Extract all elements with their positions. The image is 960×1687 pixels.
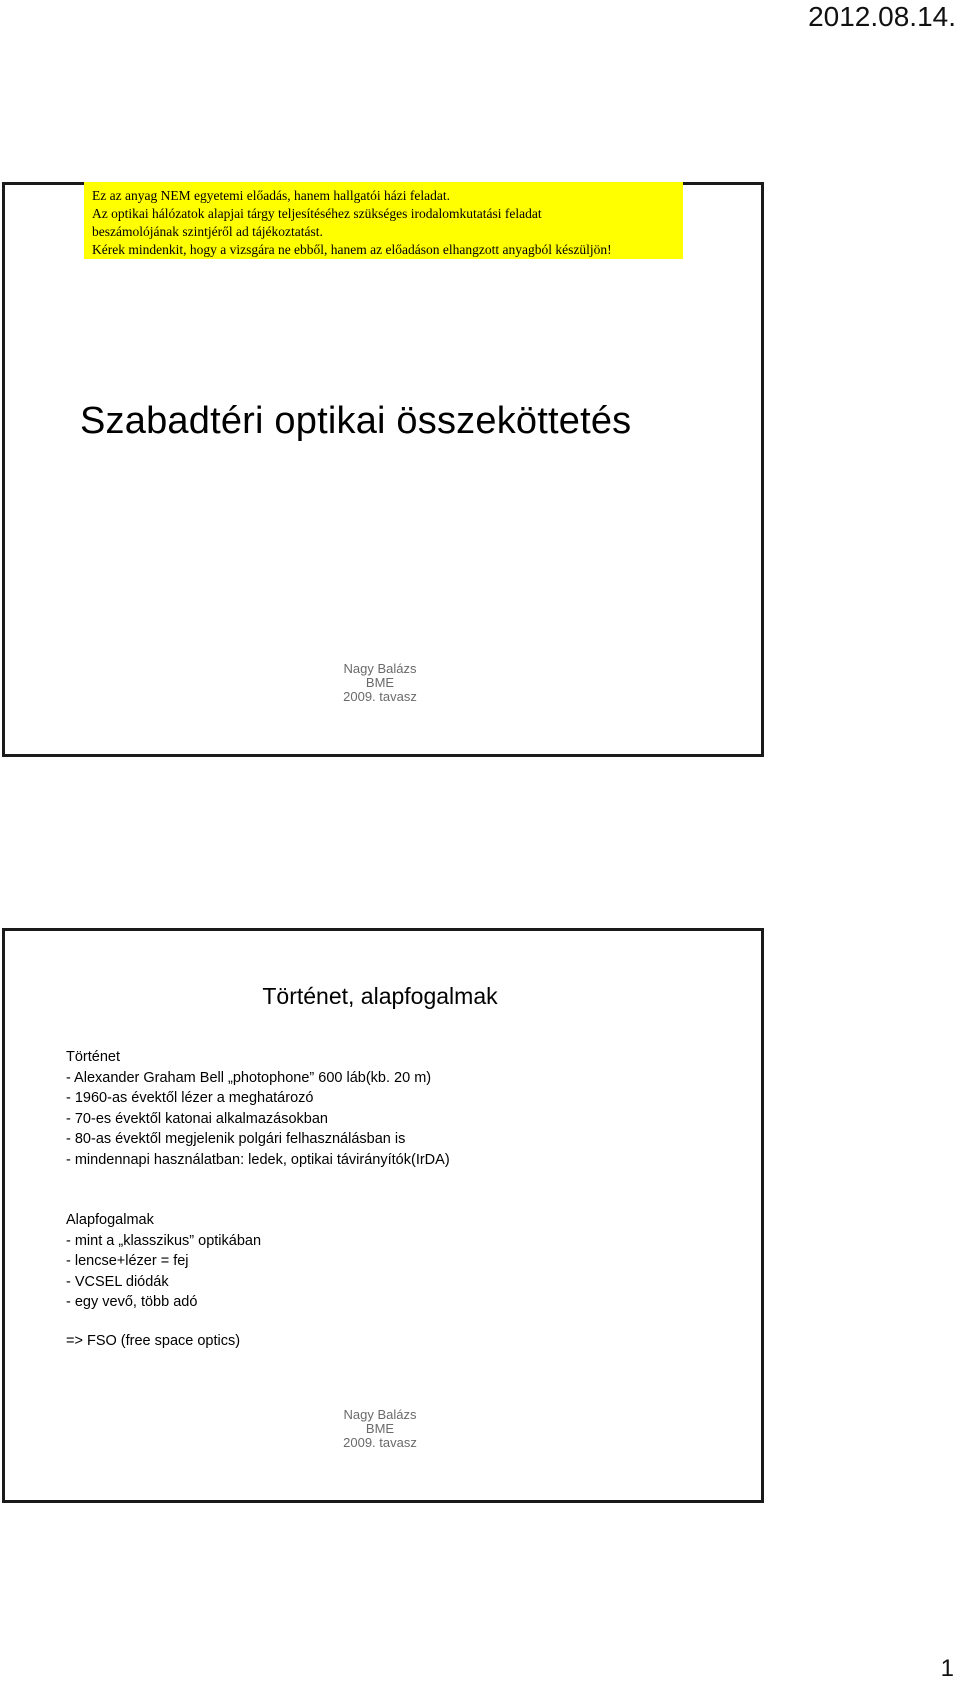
notice-line: Kérek mindenkit, hogy a vizsgára ne ebből, hanem az előadáson elhangzott anyagból készüljön! [92,242,612,257]
notice-line: Az optikai hálózatok alapjai tárgy teljesítéséhez szükséges irodalomkutatási feladat [92,206,542,221]
author-org: BME [365,1421,395,1436]
list-item: - 70-es évektől katonai alkalmazásokban [66,1110,328,1127]
presentation-title: Szabadtéri optikai összeköttetés [80,400,632,442]
list-item: - egy vevő, több adó [66,1294,198,1311]
history-section [66,1047,450,1171]
author-name: Nagy Balázs [343,661,417,676]
conclusion-line: => FSO (free space optics) [66,1333,241,1349]
header-date: 2012.08.14. [808,1,956,32]
list-item: - mindennapi használatban: ledek, optikai távirányítók(IrDA) [66,1151,450,1168]
page-number: 1 [940,1655,954,1682]
slide-heading: Történet, alapfogalmak [262,983,498,1009]
author-term: 2009. tavasz [343,689,417,704]
notice-line: Ez az anyag NEM egyetemi előadás, hanem hallgatói házi feladat. [92,188,450,203]
concepts-section [66,1210,261,1313]
author-name: Nagy Balázs [343,1407,417,1422]
author-block [0,1408,760,1450]
list-item: - Alexander Graham Bell „photophone” 600 láb(kb. 20 m) [66,1069,432,1086]
list-item: - 80-as évektől megjelenik polgári felhasználásban is [66,1131,406,1148]
notice-line: beszámolójának szintjéről ad tájékoztatást. [92,224,323,239]
list-item: - lencse+lézer = fej [66,1253,189,1270]
author-term: 2009. tavasz [343,1435,417,1450]
author-block [0,662,760,704]
list-item: - VCSEL diódák [66,1273,169,1290]
author-org: BME [365,675,395,690]
section-heading: Alapfogalmak [66,1212,154,1228]
list-item: - 1960-as évektől lézer a meghatározó [66,1090,314,1107]
section-heading: Történet [66,1049,120,1065]
list-item: - mint a „klasszikus” optikában [66,1232,262,1249]
notice-banner [84,182,683,259]
